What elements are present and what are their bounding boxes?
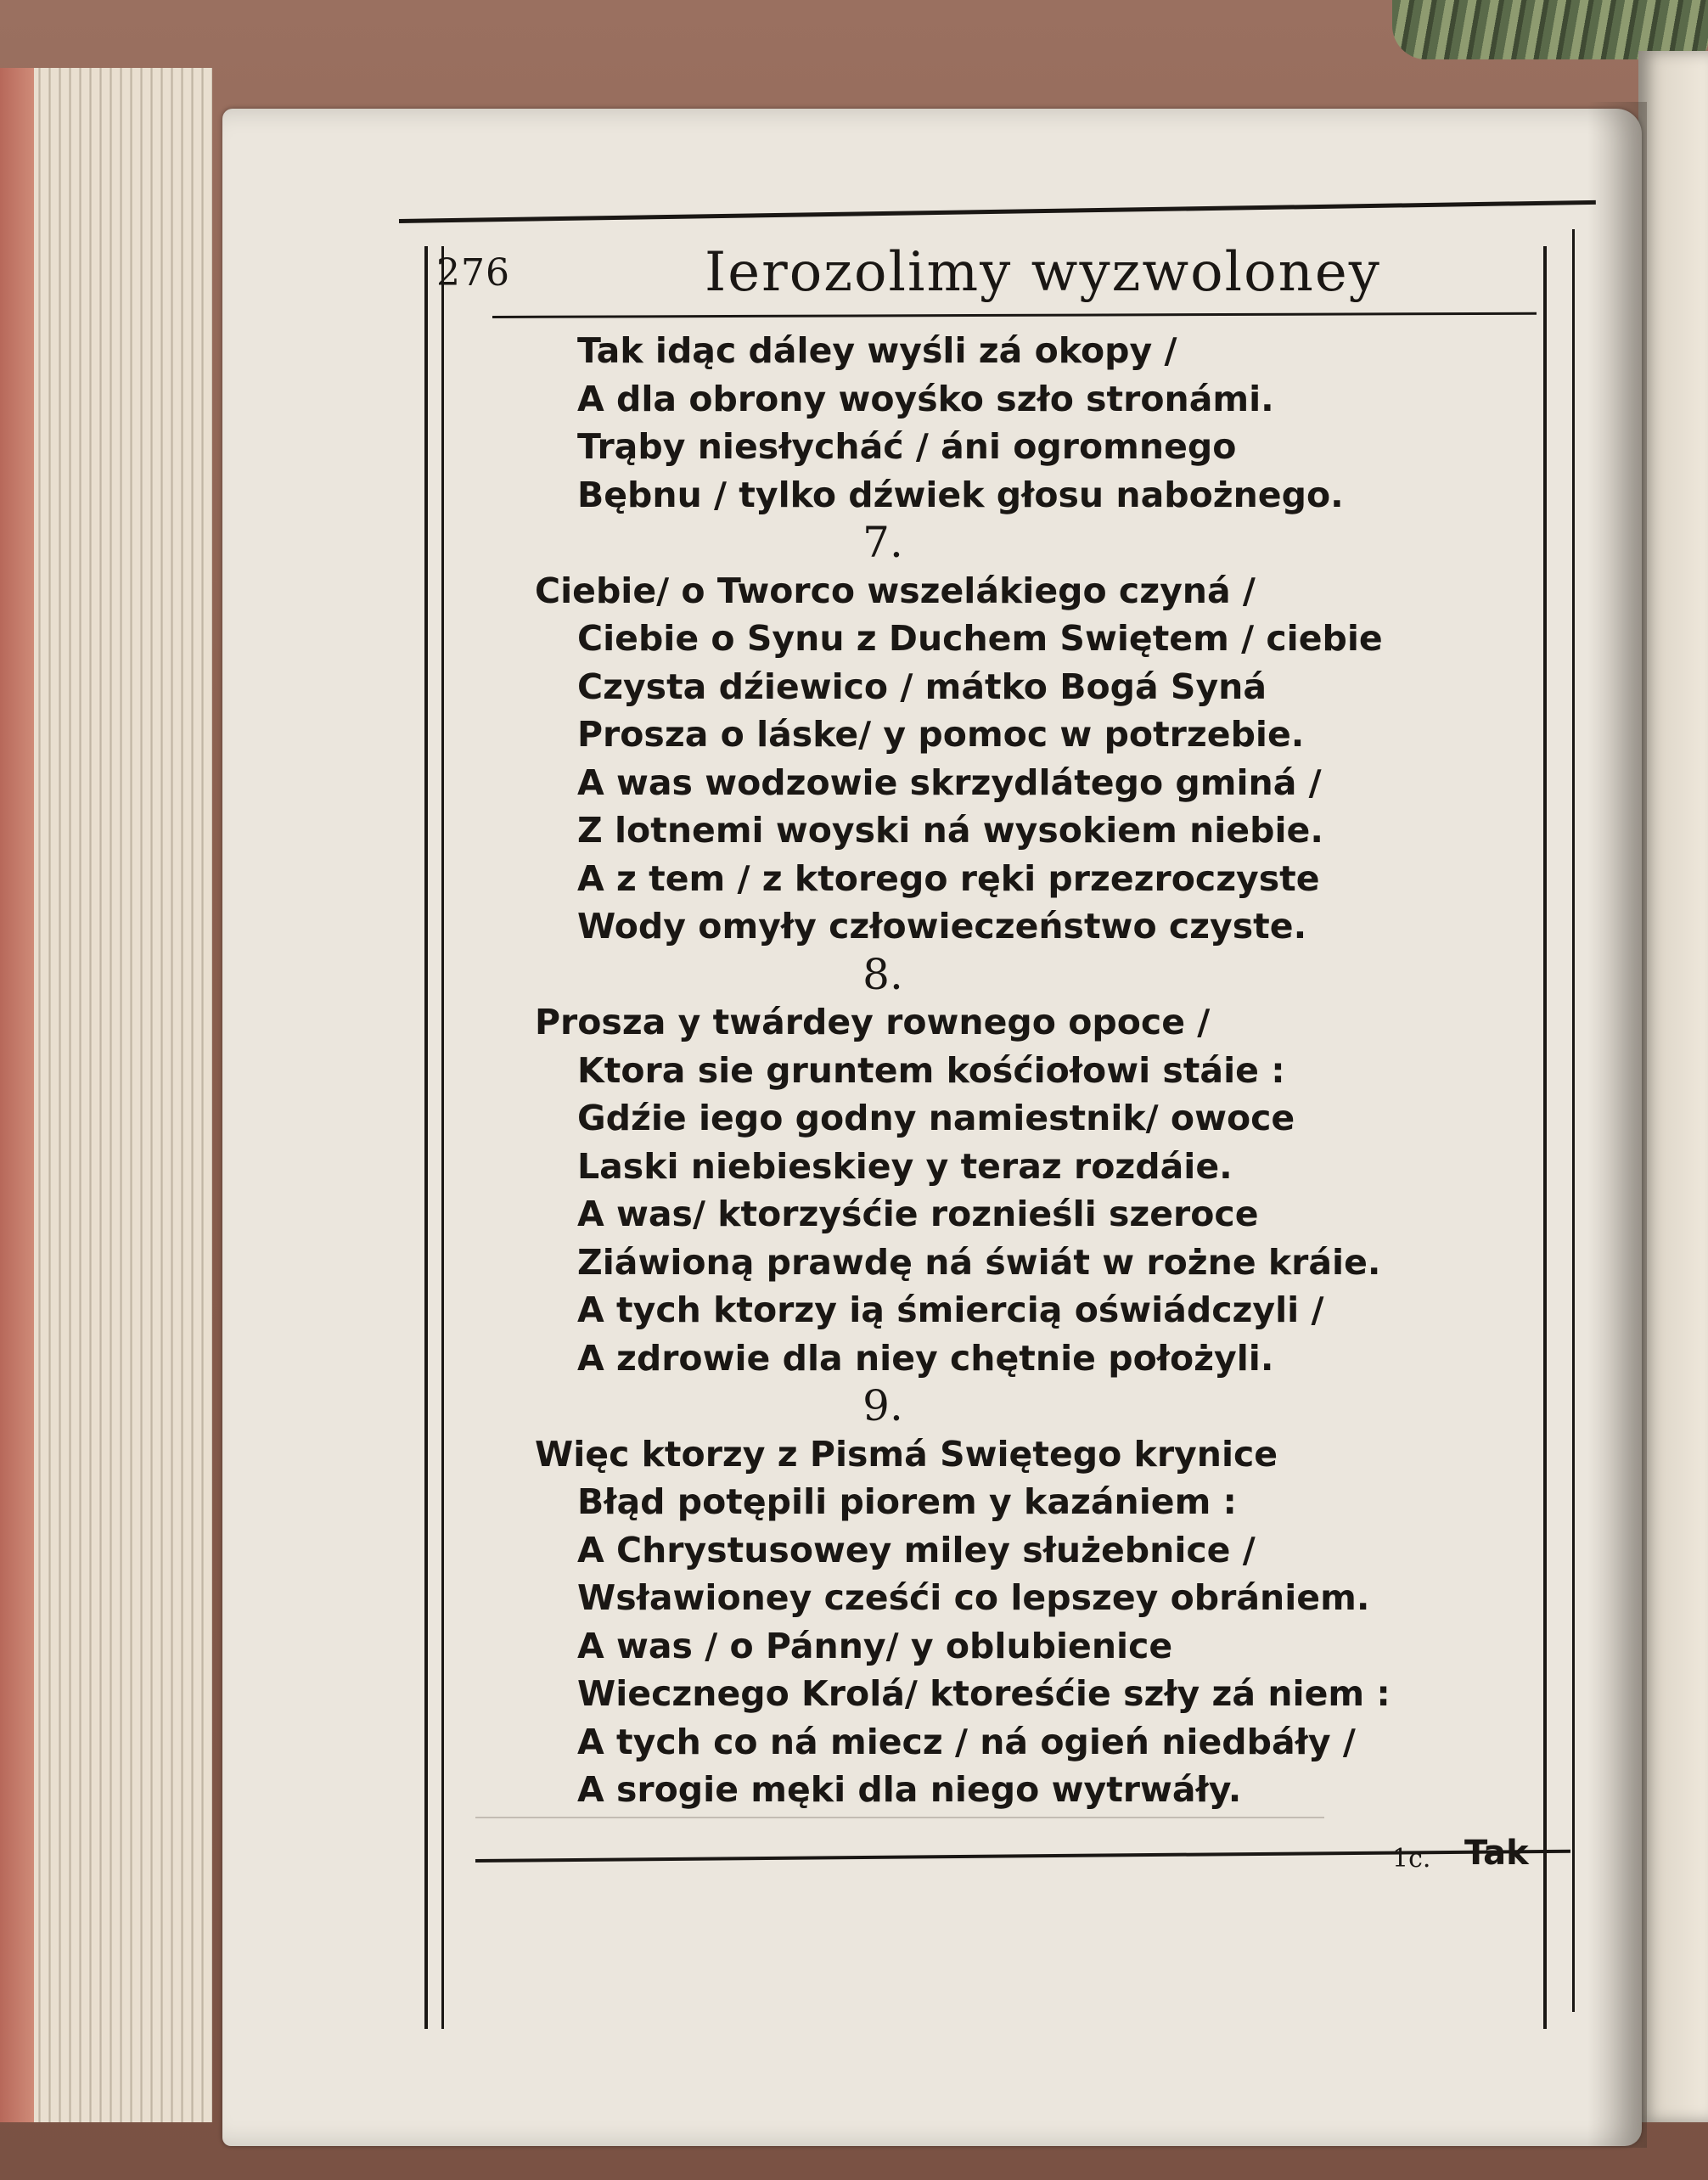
- verse-line: Wody omyły człowieczeństwo czyste.: [577, 906, 1307, 947]
- verse-line: A zdrowie dla niey chętnie położyli.: [577, 1337, 1274, 1379]
- verse-line: A was/ ktorzyśćie roznieśli szeroce: [577, 1194, 1259, 1234]
- catchword: Tak: [1464, 1834, 1529, 1873]
- verse-line: Gdźie iego godny namiestnik/ owoce: [577, 1098, 1295, 1138]
- verse-line: A Chrystusowey miley służebnice /: [577, 1529, 1256, 1570]
- verse-line: Prosza o láske/ y pomoc w potrzebie.: [577, 714, 1305, 755]
- red-page-edge: [0, 68, 34, 2122]
- gutter-shadow: [1587, 102, 1647, 2148]
- verse-line: A tych ktorzy ią śmiercią oświádczyli /: [577, 1289, 1324, 1330]
- stanza-number-8: 8.: [862, 949, 903, 999]
- verse-line: Wsławioney cześći co lepszey obrániem.: [577, 1577, 1370, 1618]
- page-number: 276: [436, 251, 510, 295]
- verse-line: A srogie męki dla niego wytrwáły.: [577, 1769, 1242, 1810]
- verse-line: Laski niebieskiey y teraz rozdáie.: [577, 1145, 1233, 1187]
- signature-mark: 1c.: [1392, 1844, 1431, 1874]
- verse-line: Prosza y twárdey rownego opoce /: [535, 1002, 1211, 1042]
- verse-line: Z lotnemi woyski ná wysokiem niebie.: [577, 810, 1323, 851]
- poem-text: [535, 327, 1545, 1814]
- verse-line: Więc ktorzy z Pismá Swiętego krynice: [535, 1433, 1278, 1475]
- verse-line: Tak idąc dáley wyśli zá okopy /: [577, 330, 1177, 371]
- verse-line: A dla obrony woyśko szło stronámi.: [577, 378, 1274, 419]
- show-through-line: [475, 1817, 1324, 1818]
- facing-page-edge: [1638, 51, 1708, 2122]
- stanza-number-7: 7.: [862, 518, 903, 567]
- verse-line: Ziáwioną prawdę ná świát w rożne kráie.: [577, 1241, 1381, 1283]
- verse-line: Ciebie/ o Tworco wszelákiego czyná /: [535, 570, 1256, 611]
- verse-line: Ktora sie gruntem kośćiołowi stáie :: [577, 1049, 1285, 1091]
- verse-line: Bębnu / tylko dźwiek głosu nabożnego.: [577, 474, 1344, 515]
- frame-rule-left-inner: [441, 246, 444, 2029]
- verse-line: Ciebie o Synu z Duchem Swiętem / ciebie: [577, 618, 1383, 659]
- verse-line: Wiecznego Krolá/ ktoreśćie szły zá niem :: [577, 1673, 1391, 1714]
- stanza-number-9: 9.: [862, 1381, 903, 1430]
- running-title: Ierozolimy wyzwoloney: [705, 241, 1381, 304]
- verse-line: Błąd potępili piorem y kazániem :: [577, 1481, 1237, 1522]
- frame-rule-left-outer: [424, 246, 428, 2029]
- frame-rule-right-outer: [1572, 229, 1575, 2012]
- verse-line: A z tem / z ktorego ręki przezroczyste: [577, 857, 1320, 899]
- verse-line: A was / o Pánny/ y oblubienice: [577, 1625, 1173, 1666]
- verse-line: A tych co ná miecz / ná ogień niedbáły /: [577, 1721, 1356, 1762]
- verse-line: Trąby niesłycháć / áni ogromnego: [577, 426, 1237, 467]
- verse-line: A was wodzowie skrzydlátego gminá /: [577, 761, 1322, 803]
- verse-line: Czysta dźiewico / mátko Bogá Syná: [577, 666, 1267, 707]
